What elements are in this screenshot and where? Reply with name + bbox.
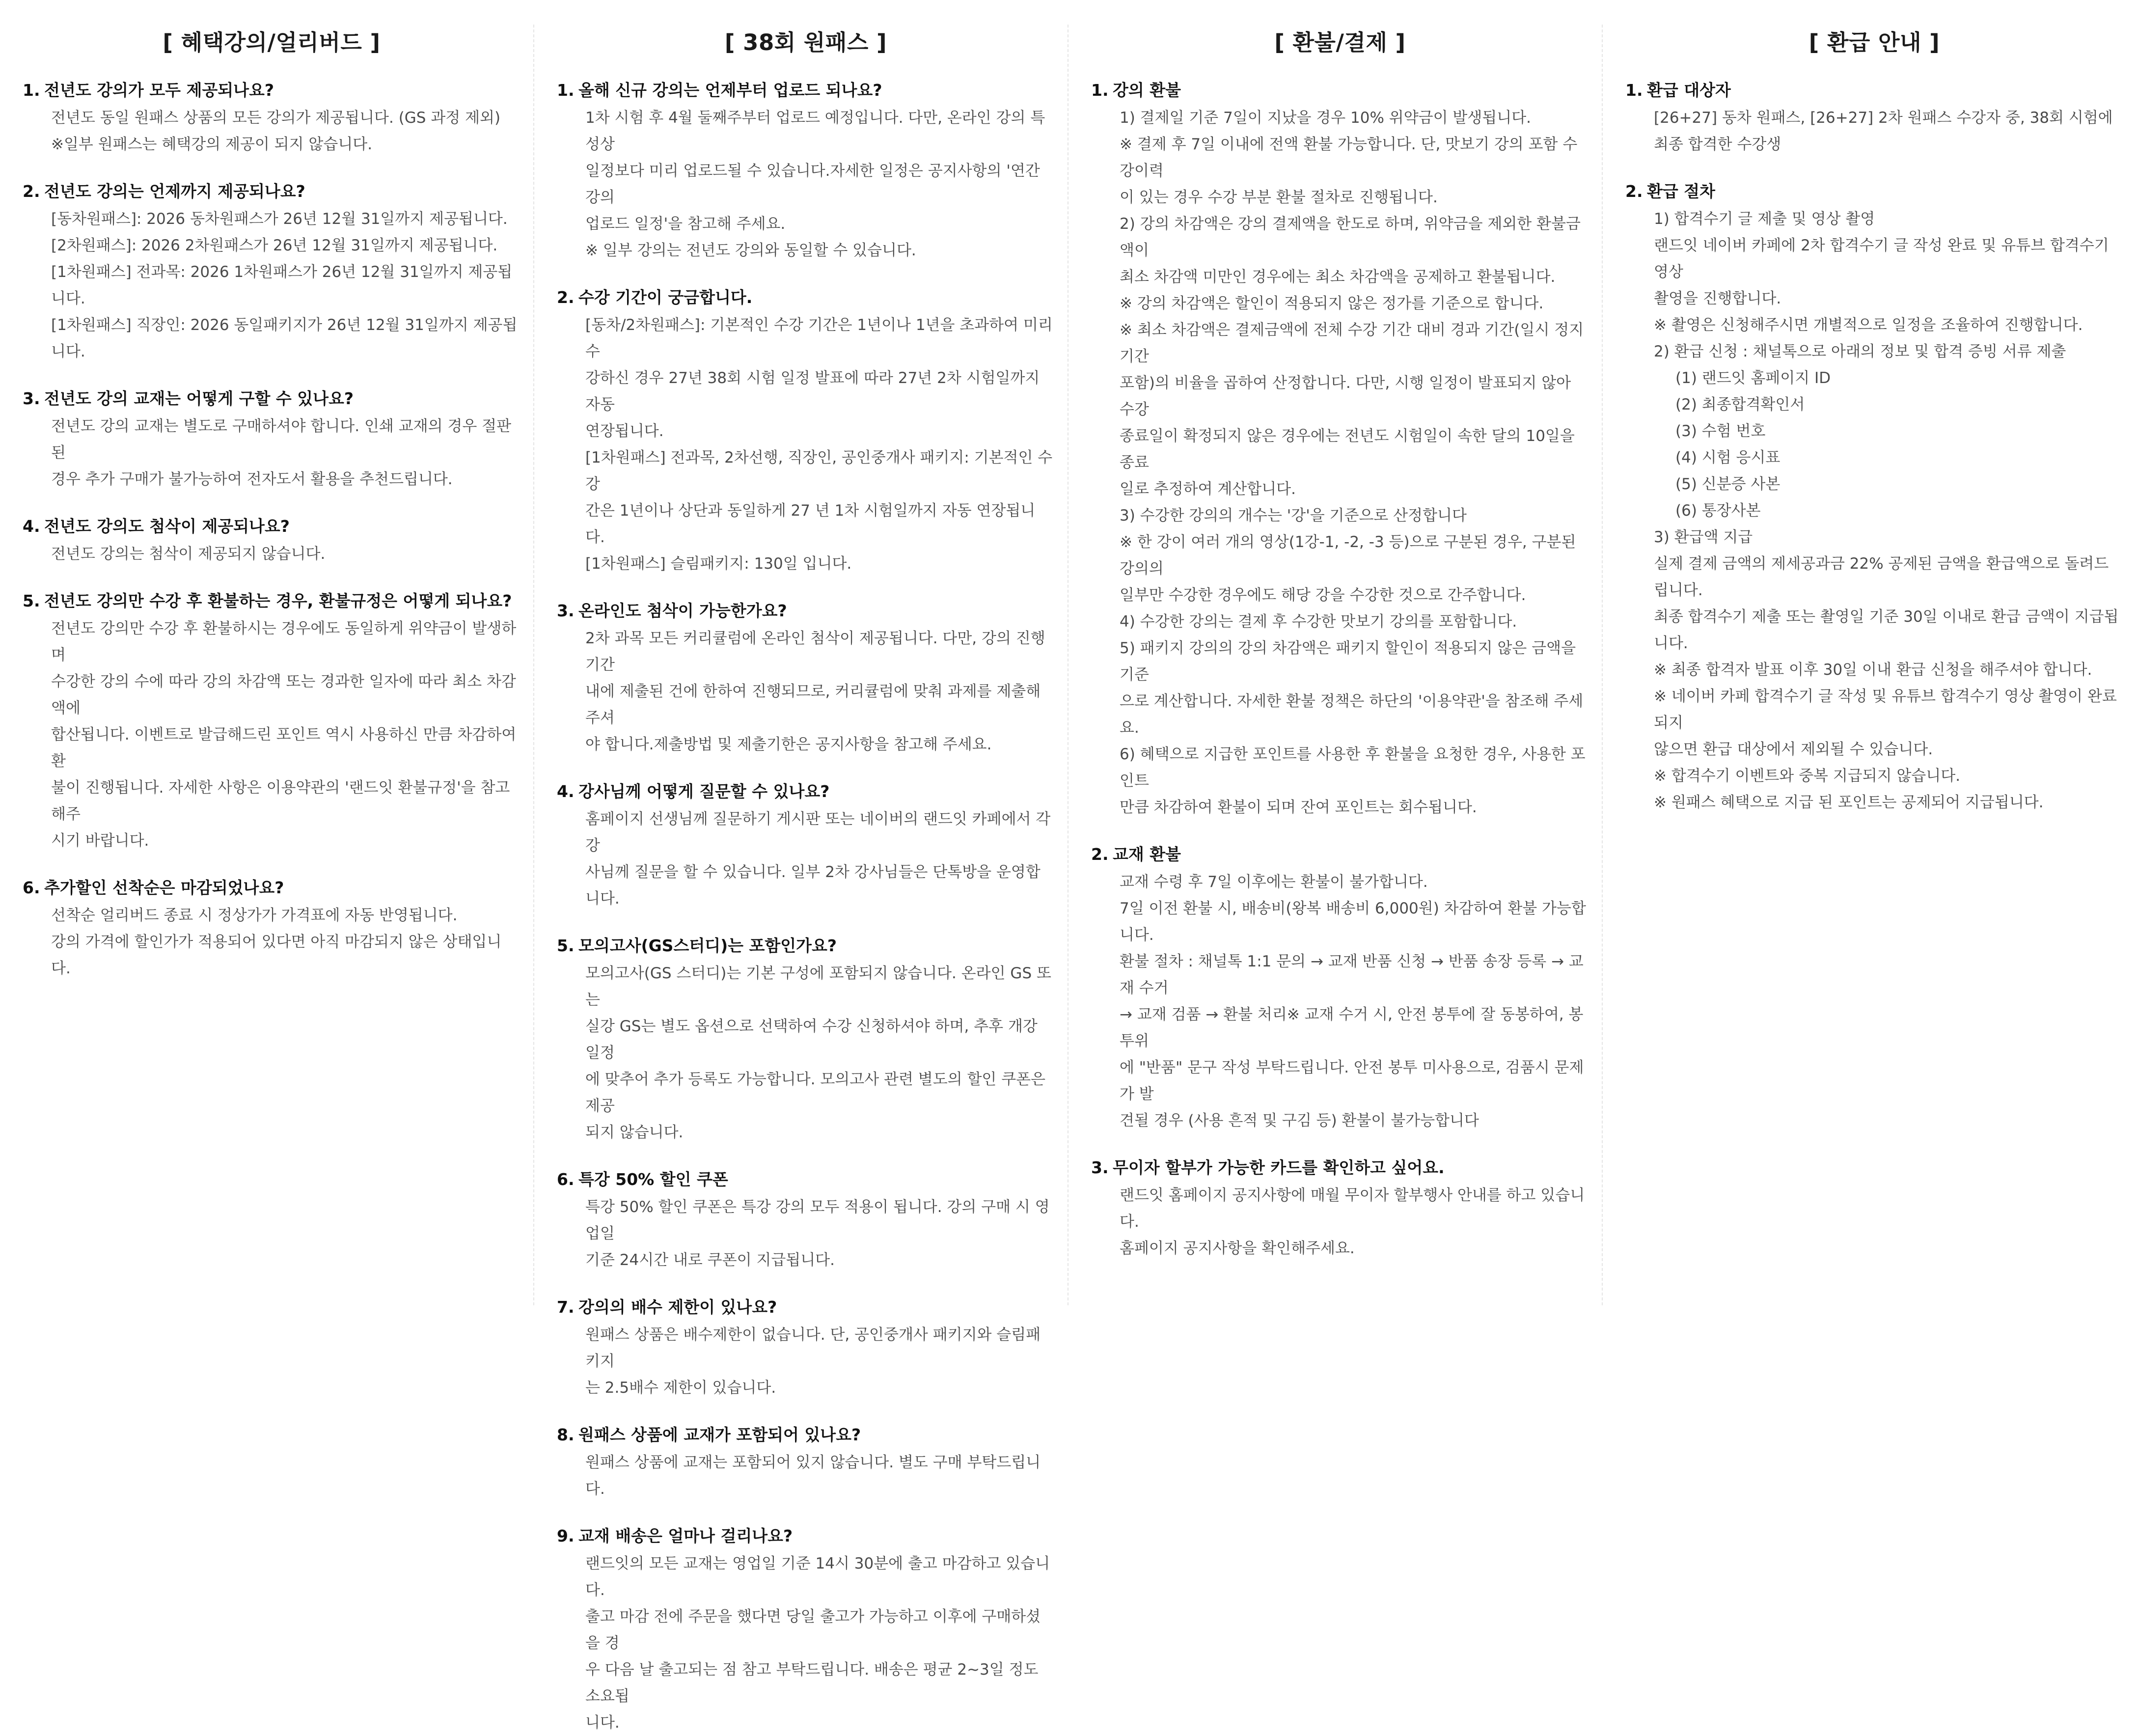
faq-answer bbox=[23, 615, 520, 854]
answer-line: 합산됩니다. 이벤트로 발급해드린 포인트 역시 사용하신 만큼 차감하여 환 bbox=[51, 726, 517, 770]
answer-line: [26+27] 동차 원패스, [26+27] 2차 원패스 수강자 중, 38회 시험에 bbox=[1654, 109, 2113, 127]
faq-question-text: 전년도 강의만 수강 후 환불하는 경우, 환불규정은 어떻게 되나요? bbox=[44, 591, 512, 610]
faq-question-text: 교재 환불 bbox=[1113, 845, 1181, 864]
faq-question-text: 환급 대상자 bbox=[1647, 81, 1731, 100]
answer-line: 만큼 차감하여 환불이 되며 잔여 포인트는 회수됩니다. bbox=[1120, 799, 1477, 816]
faq-question bbox=[23, 179, 520, 204]
answer-line: 일로 추정하여 계산합니다. bbox=[1120, 480, 1296, 498]
answer-line: 5) 패키지 강의의 강의 차감액은 패키지 할인이 적용되지 않은 금액을 기준 bbox=[1120, 639, 1576, 684]
answer-line: ※ 촬영은 신청해주시면 개별적으로 일정을 조율하여 진행합니다. bbox=[1654, 316, 2083, 334]
answer-line: [2차원패스]: 2026 2차원패스가 26년 12월 31일까지 제공됩니다. bbox=[51, 237, 498, 254]
faq-number: 2. bbox=[1625, 182, 1643, 201]
faq-question-text: 강사님께 어떻게 질문할 수 있나요? bbox=[578, 782, 830, 801]
faq-question-text: 강의의 배수 제한이 있나요? bbox=[578, 1297, 777, 1317]
answer-line: 사님께 질문을 할 수 있습니다. 일부 2차 강사님들은 단톡방을 운영합니다. bbox=[585, 863, 1041, 908]
faq-question bbox=[23, 589, 520, 613]
answer-line: ※ 최종 합격자 발표 이후 30일 이내 환급 신청을 해주셔야 합니다. bbox=[1654, 661, 2092, 679]
answer-line: 일정보다 미리 업로드될 수 있습니다.자세한 일정은 공지사항의 '연간 강의 bbox=[585, 162, 1040, 206]
faq-item bbox=[23, 589, 520, 854]
answer-line: 내에 제출된 건에 한하여 진행되므로, 커리큘럼에 맞춰 과제를 제출해 주셔 bbox=[585, 683, 1041, 727]
answer-line: 촬영을 진행합니다. bbox=[1654, 290, 1781, 307]
answer-line: 되지 않습니다. bbox=[585, 1124, 684, 1141]
faq-item bbox=[557, 599, 1055, 758]
faq-answer bbox=[557, 1550, 1055, 1736]
faq-answer bbox=[557, 806, 1055, 912]
answer-line: ※ 강의 차감액은 할인이 적용되지 않은 정가를 기준으로 합니다. bbox=[1120, 295, 1544, 312]
faq-item bbox=[23, 876, 520, 982]
faq-number: 1. bbox=[23, 81, 40, 100]
answer-line: 간은 1년이나 상단과 동일하게 27 년 1차 시험일까지 자동 연장됩니다. bbox=[585, 502, 1036, 546]
answer-line: (3) 수험 번호 bbox=[1675, 422, 1766, 440]
faq-number: 2. bbox=[557, 288, 575, 307]
faq-answer bbox=[1091, 105, 1589, 821]
answer-line: [1차원패스] 전과목, 2차선행, 직장인, 공인중개사 패키지: 기본적인 수강 bbox=[585, 449, 1053, 493]
faq-number: 2. bbox=[23, 182, 40, 201]
faq-number: 2. bbox=[1091, 845, 1109, 864]
answer-line: 6) 혜택으로 지급한 포인트를 사용한 후 환불을 요청한 경우, 사용한 포인트 bbox=[1120, 745, 1586, 790]
faq-answer bbox=[23, 206, 520, 365]
answer-line: 최소 차감액 미만인 경우에는 최소 차감액을 공제하고 환불됩니다. bbox=[1120, 268, 1556, 286]
faq-question bbox=[557, 599, 1055, 623]
faq-item bbox=[23, 179, 520, 365]
answer-line: 업로드 일정'을 참고해 주세요. bbox=[585, 215, 786, 233]
answer-line: 경우 추가 구매가 불가능하여 전자도서 활용을 추천드립니다. bbox=[51, 470, 453, 488]
answer-line: (6) 통장사본 bbox=[1675, 502, 1761, 520]
answer-line: 특강 50% 할인 쿠폰은 특강 강의 모두 적용이 됩니다. 강의 구매 시 영업일 bbox=[585, 1198, 1050, 1242]
faq-question bbox=[557, 78, 1055, 103]
answer-line: 실강 GS는 별도 옵션으로 선택하여 수강 신청하셔야 하며, 추후 개강 일정 bbox=[585, 1018, 1038, 1062]
faq-number: 1. bbox=[1625, 81, 1643, 100]
answer-line: ※ 일부 강의는 전년도 강의와 동일할 수 있습니다. bbox=[585, 242, 916, 259]
faq-number: 7. bbox=[557, 1297, 575, 1317]
faq-answer bbox=[23, 105, 520, 158]
answer-line: ※ 합격수기 이벤트와 중복 지급되지 않습니다. bbox=[1654, 767, 1961, 785]
answer-line: 포함)의 비율을 곱하여 산정합니다. 다만, 시행 일정이 발표되지 않아 수강 bbox=[1120, 374, 1571, 418]
answer-line: 우 다음 날 출고되는 점 참고 부탁드립니다. 배송은 평균 2~3일 정도 소요됩 bbox=[585, 1661, 1039, 1705]
answer-line: 시기 바랍니다. bbox=[51, 832, 149, 850]
faq-number: 4. bbox=[557, 782, 575, 801]
answer-line: 2차 과목 모든 커리큘럼에 온라인 첨삭이 제공됩니다. 다만, 강의 진행 기간 bbox=[585, 630, 1045, 674]
faq-answer bbox=[557, 1194, 1055, 1273]
faq-question-text: 전년도 강의가 모두 제공되나요? bbox=[44, 81, 274, 100]
faq-answer bbox=[23, 902, 520, 982]
faq-item bbox=[557, 934, 1055, 1146]
answer-line: 3) 환급액 지급 bbox=[1654, 528, 1753, 546]
faq-question-text: 전년도 강의는 언제까지 제공되나요? bbox=[44, 182, 305, 201]
faq-answer bbox=[557, 105, 1055, 264]
answer-line: 선착순 얼리버드 종료 시 정상가가 가격표에 자동 반영됩니다. bbox=[51, 907, 458, 924]
faq-number: 3. bbox=[1091, 1158, 1109, 1177]
answer-line: 1) 합격수기 글 제출 및 영상 촬영 bbox=[1654, 210, 1875, 228]
faq-question bbox=[1091, 842, 1589, 867]
faq-question bbox=[23, 386, 520, 411]
faq-number: 1. bbox=[557, 81, 575, 100]
answer-line: 실제 결제 금액의 제세공과금 22% 공제된 금액을 환급액으로 돌려드립니다. bbox=[1654, 555, 2109, 599]
answer-line: [1차원패스] 직장인: 2026 동일패키지가 26년 12월 31일까지 제공됩니다. bbox=[51, 316, 518, 360]
answer-line: 는 2.5배수 제한이 있습니다. bbox=[585, 1379, 776, 1397]
answer-line: 3) 수강한 강의의 개수는 '강'을 기준으로 산정합니다 bbox=[1120, 507, 1467, 524]
faq-answer bbox=[557, 1449, 1055, 1502]
answer-line: 랜드잇 네이버 카페에 2차 합격수기 글 작성 완료 및 유튜브 합격수기 영상 bbox=[1654, 237, 2109, 281]
faq-question-text: 강의 환불 bbox=[1113, 81, 1181, 100]
faq-number: 5. bbox=[23, 591, 40, 610]
faq-number: 3. bbox=[23, 389, 40, 408]
column-title: [ 38회 원패스 ] bbox=[724, 29, 887, 55]
answer-line: 연장됩니다. bbox=[585, 422, 664, 440]
faq-answer bbox=[23, 541, 520, 567]
answer-line: (5) 신분증 사본 bbox=[1675, 475, 1780, 493]
answer-line: ※ 결제 후 7일 이내에 전액 환불 가능합니다. 단, 맛보기 강의 포함 수강이력 bbox=[1120, 136, 1578, 180]
faq-column-onepass-38 bbox=[534, 25, 1068, 1732]
answer-line: 강의 가격에 할인가가 적용되어 있다면 아직 마감되지 않은 상태입니다. bbox=[51, 933, 502, 977]
answer-line: 종료일이 확정되지 않은 경우에는 전년도 시험일이 속한 달의 10일을 종료 bbox=[1120, 427, 1575, 471]
faq-question-text: 전년도 강의도 첨삭이 제공되나요? bbox=[44, 517, 290, 536]
faq-question bbox=[23, 78, 520, 103]
answer-line: 기준 24시간 내로 쿠폰이 지급됩니다. bbox=[585, 1251, 835, 1269]
answer-line: 니다. bbox=[585, 1714, 620, 1732]
faq-question bbox=[557, 1524, 1055, 1548]
answer-line: ※ 네이버 카페 합격수기 글 작성 및 유튜브 합격수기 영상 촬영이 완료되지 bbox=[1654, 688, 2117, 732]
faq-question bbox=[23, 876, 520, 900]
faq-question bbox=[23, 514, 520, 539]
faq-item bbox=[557, 1524, 1055, 1736]
answer-line: 으로 계산합니다. 자세한 환불 정책은 하단의 '이용약관'을 참조해 주세요. bbox=[1120, 692, 1584, 737]
answer-line: 교재 수령 후 7일 이후에는 환불이 불가합니다. bbox=[1120, 873, 1428, 891]
answer-line: 4) 수강한 강의는 결제 후 수강한 맛보기 강의를 포함합니다. bbox=[1120, 613, 1517, 631]
faq-question-text: 추가할인 선착순은 마감되었나요? bbox=[44, 878, 284, 897]
faq-number: 3. bbox=[557, 601, 575, 620]
answer-line: 2) 강의 차감액은 강의 결제액을 한도로 하며, 위약금을 제외한 환불금액이 bbox=[1120, 215, 1581, 259]
faq-question-text: 교재 배송은 얼마나 걸리나요? bbox=[578, 1526, 793, 1545]
answer-line: ※ 원패스 혜택으로 지급 된 포인트는 공제되어 지급됩니다. bbox=[1654, 794, 2044, 811]
faq-item bbox=[557, 78, 1055, 264]
answer-line: 불이 진행됩니다. 자세한 사항은 이용약관의 '랜드잇 환불규정'을 참고해주 bbox=[51, 779, 510, 823]
answer-line: (1) 랜드잇 홈페이지 ID bbox=[1675, 369, 1831, 387]
answer-line: ※일부 원패스는 혜택강의 제공이 되지 않습니다. bbox=[51, 136, 373, 153]
faq-question-text: 온라인도 첨삭이 가능한가요? bbox=[578, 601, 787, 620]
faq-number: 6. bbox=[557, 1170, 575, 1189]
answer-line: 최종 합격한 수강생 bbox=[1654, 136, 1781, 153]
faq-answer bbox=[1625, 206, 2123, 816]
faq-question bbox=[557, 934, 1055, 958]
answer-line: 전년도 동일 원패스 상품의 모든 강의가 제공됩니다. (GS 과정 제외) bbox=[51, 109, 501, 127]
answer-line: 원패스 상품은 배수제한이 없습니다. 단, 공인중개사 패키지와 슬림패키지 bbox=[585, 1326, 1041, 1370]
faq-question-text: 수강 기간이 궁금합니다. bbox=[578, 288, 753, 307]
answer-line: 전년도 강의만 수강 후 환불하시는 경우에도 동일하게 위약금이 발생하며 bbox=[51, 620, 517, 664]
faq-answer bbox=[557, 960, 1055, 1146]
answer-line: 랜드잇 홈페이지 공지사항에 매월 무이자 할부행사 안내를 하고 있습니다. bbox=[1120, 1186, 1585, 1231]
answer-line: [동차/2차원패스]: 기본적인 수강 기간은 1년이나 1년을 초과하여 미리 수 bbox=[585, 316, 1053, 360]
faq-answer bbox=[557, 1322, 1055, 1401]
answer-line: 최종 합격수기 제출 또는 촬영일 기준 30일 이내로 환급 금액이 지급됩니다. bbox=[1654, 608, 2119, 652]
answer-line: (2) 최종합격확인서 bbox=[1675, 396, 1805, 413]
faq-question bbox=[1091, 78, 1589, 103]
answer-line: 에 맞추어 추가 등록도 가능합니다. 모의고사 관련 별도의 할인 쿠폰은 제공 bbox=[585, 1071, 1046, 1115]
faq-answer bbox=[557, 312, 1055, 577]
faq-item bbox=[557, 1167, 1055, 1273]
answer-line: 7일 이전 환불 시, 배송비(왕복 배송비 6,000원) 차감하여 환불 가능합니다. bbox=[1120, 900, 1586, 944]
answer-line: 강하신 경우 27년 38회 시험 일정 발표에 따라 27년 2차 시험일까지 자동 bbox=[585, 369, 1040, 413]
faq-question bbox=[1625, 179, 2123, 204]
faq-number: 5. bbox=[557, 936, 575, 955]
faq-question-text: 특강 50% 할인 쿠폰 bbox=[578, 1170, 728, 1189]
faq-item bbox=[23, 514, 520, 567]
faq-item bbox=[1625, 179, 2123, 816]
faq-question-text: 환급 절차 bbox=[1647, 182, 1716, 201]
answer-line: 야 합니다.제출방법 및 제출기한은 공지사항을 참고해 주세요. bbox=[585, 736, 992, 753]
answer-line: 원패스 상품에 교재는 포함되어 있지 않습니다. 별도 구매 부탁드립니다. bbox=[585, 1454, 1041, 1498]
answer-line: 모의고사(GS 스터디)는 기본 구성에 포함되지 않습니다. 온라인 GS 또는 bbox=[585, 964, 1051, 1009]
faq-answer bbox=[1091, 1182, 1589, 1262]
faq-question-text: 무이자 할부가 가능한 카드를 확인하고 싶어요. bbox=[1113, 1158, 1445, 1177]
faq-question bbox=[1091, 1156, 1589, 1180]
answer-line: 견될 경우 (사용 흔적 및 구김 등) 환불이 불가능합니다 bbox=[1120, 1112, 1479, 1130]
answer-line: (4) 시험 응시표 bbox=[1675, 449, 1780, 467]
answer-line: ※ 최소 차감액은 결제금액에 전체 수강 기간 대비 경과 기간(일시 정지 기간 bbox=[1120, 321, 1584, 365]
answer-line: 출고 마감 전에 주문을 했다면 당일 출고가 가능하고 이후에 구매하셨을 경 bbox=[585, 1608, 1041, 1652]
faq-column-benefit-early-bird bbox=[0, 25, 534, 1305]
faq-number: 6. bbox=[23, 878, 40, 897]
faq-number: 8. bbox=[557, 1425, 575, 1444]
faq-column-cashback-guide bbox=[1603, 25, 2136, 1305]
faq-item bbox=[1091, 1156, 1589, 1262]
faq-column-refund-payment bbox=[1068, 25, 1603, 1305]
faq-item bbox=[1091, 842, 1589, 1134]
faq-question bbox=[557, 1295, 1055, 1320]
faq-item bbox=[557, 779, 1055, 912]
faq-item bbox=[557, 285, 1055, 577]
faq-question bbox=[557, 779, 1055, 804]
answer-line: 1차 시험 후 4월 둘째주부터 업로드 예정입니다. 다만, 온라인 강의 특성상 bbox=[585, 109, 1045, 153]
faq-question bbox=[1625, 78, 2123, 103]
faq-answer bbox=[23, 413, 520, 493]
answer-line: 1) 결제일 기준 7일이 지났을 경우 10% 위약금이 발생됩니다. bbox=[1120, 109, 1531, 127]
answer-line: 2) 환급 신청 : 채널톡으로 아래의 정보 및 합격 증빙 서류 제출 bbox=[1654, 343, 2066, 360]
faq-item bbox=[557, 1423, 1055, 1502]
answer-line: 이 있는 경우 수강 부분 환불 절차로 진행됩니다. bbox=[1120, 189, 1438, 206]
answer-line: 수강한 강의 수에 따라 강의 차감액 또는 경과한 일자에 따라 최소 차감액에 bbox=[51, 673, 516, 717]
faq-item bbox=[23, 386, 520, 493]
answer-line: 랜드잇의 모든 교재는 영업일 기준 14시 30분에 출고 마감하고 있습니다. bbox=[585, 1555, 1050, 1599]
answer-line: 에 "반품" 문구 작성 부탁드립니다. 안전 봉투 미사용으로, 검품시 문제가 발 bbox=[1120, 1059, 1584, 1103]
column-title: [ 환불/결제 ] bbox=[1274, 29, 1406, 55]
answer-line: [1차원패스] 전과목: 2026 1차원패스가 26년 12월 31일까지 제공됩니다. bbox=[51, 263, 513, 307]
faq-number: 4. bbox=[23, 517, 40, 536]
answer-line: [동차원패스]: 2026 동차원패스가 26년 12월 31일까지 제공됩니다. bbox=[51, 210, 508, 228]
answer-line: 환불 절차 : 채널톡 1:1 문의 → 교재 반품 신청 → 반품 송장 등록 → 교재 수거 bbox=[1120, 953, 1584, 997]
faq-answer bbox=[1625, 105, 2123, 158]
faq-answer bbox=[1091, 869, 1589, 1134]
answer-line: 홈페이지 선생님께 질문하기 게시판 또는 네이버의 랜드잇 카페에서 각 강 bbox=[585, 810, 1051, 854]
faq-answer bbox=[557, 625, 1055, 758]
faq-question bbox=[557, 285, 1055, 310]
answer-line: 전년도 강의 교재는 별도로 구매하셔야 합니다. 인쇄 교재의 경우 절판된 bbox=[51, 417, 512, 462]
column-title: [ 혜택강의/얼리버드 ] bbox=[163, 29, 381, 55]
faq-question-text: 원패스 상품에 교재가 포함되어 있나요? bbox=[578, 1425, 861, 1444]
answer-line: → 교재 검품 → 환불 처리※ 교재 수거 시, 안전 봉투에 잘 동봉하여, 봉투위 bbox=[1120, 1006, 1584, 1050]
faq-question bbox=[557, 1423, 1055, 1447]
answer-line: [1차원패스] 슬림패키지: 130일 입니다. bbox=[585, 555, 852, 573]
faq-number: 9. bbox=[557, 1526, 575, 1545]
faq-question bbox=[557, 1167, 1055, 1192]
answer-line: 홈페이지 공지사항을 확인해주세요. bbox=[1120, 1240, 1355, 1257]
faq-question-text: 전년도 강의 교재는 어떻게 구할 수 있나요? bbox=[44, 389, 354, 408]
faq-number: 1. bbox=[1091, 81, 1109, 100]
faq-question-text: 올해 신규 강의는 언제부터 업로드 되나요? bbox=[578, 81, 882, 100]
faq-question-text: 모의고사(GS스터디)는 포함인가요? bbox=[578, 936, 837, 955]
answer-line: ※ 한 강이 여러 개의 영상(1강-1, -2, -3 등)으로 구분된 경우, 구분된 강의의 bbox=[1120, 533, 1576, 578]
answer-line: 일부만 수강한 경우에도 해당 강을 수강한 것으로 간주합니다. bbox=[1120, 586, 1526, 604]
faq-item bbox=[557, 1295, 1055, 1401]
faq-item bbox=[1625, 78, 2123, 158]
answer-line: 전년도 강의는 첨삭이 제공되지 않습니다. bbox=[51, 545, 326, 563]
answer-line: 않으면 환급 대상에서 제외될 수 있습니다. bbox=[1654, 741, 1933, 758]
faq-item bbox=[1091, 78, 1589, 821]
column-title: [ 환급 안내 ] bbox=[1808, 29, 1940, 55]
faq-item bbox=[23, 78, 520, 158]
